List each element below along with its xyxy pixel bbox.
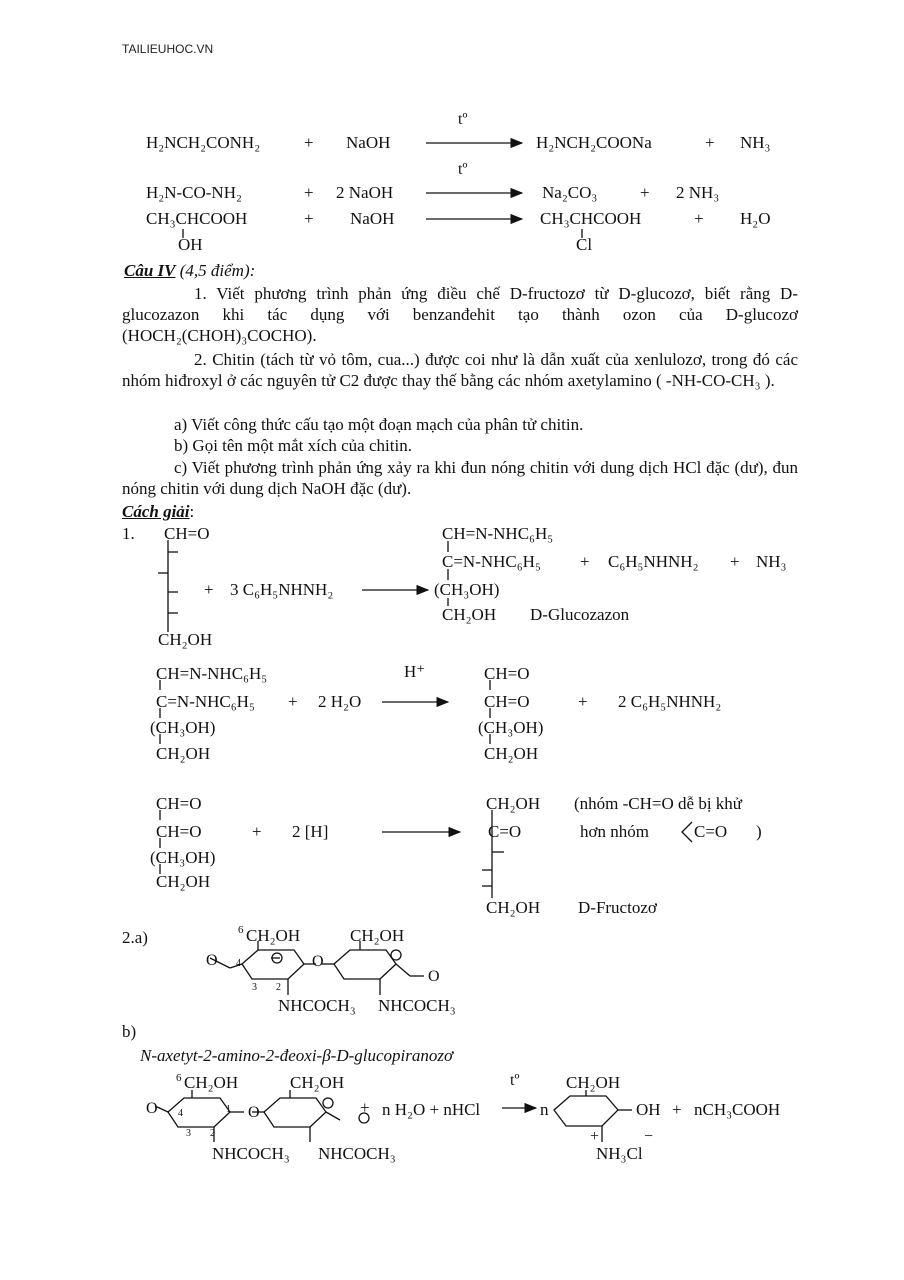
s1-reagent: 3 C₆H₅NHNH₂ xyxy=(230,580,334,599)
chitin-unit-name: N-axetyt-2-amino-2-đeoxi-β-D-glucopiranozơ xyxy=(140,1046,454,1065)
hyd-charge-plus: + xyxy=(590,1128,600,1145)
solution-num1: 1. xyxy=(122,524,135,543)
r3-reagent: NaOH xyxy=(350,209,395,228)
solution-num2b: b) xyxy=(122,1022,137,1041)
s2-plus: + xyxy=(288,692,298,711)
hyd-ch2oh-3: CH₂OH xyxy=(566,1073,621,1092)
solution-title: Cách giải xyxy=(122,502,190,521)
s2-p4: CH₂OH xyxy=(484,744,539,763)
s1-plus3: + xyxy=(730,552,740,571)
s1-byproduct2: NH₃ xyxy=(756,552,787,571)
s2-p2: CH=O xyxy=(484,692,530,711)
hyd-coef: n xyxy=(540,1100,549,1119)
chitin-ring-3 xyxy=(155,1090,244,1142)
s3-l1: CH=O xyxy=(156,794,202,813)
s2-reagent: 2 H₂O xyxy=(318,692,362,711)
s3-p-name: D-Fructozơ xyxy=(578,898,657,917)
s3-l4: CH₂OH xyxy=(156,872,211,891)
chitin-nh-2: NHCOCH₃ xyxy=(378,996,456,1015)
hyd-product2: nCH₃COOH xyxy=(694,1100,781,1119)
hyd-reagents: n H₂O + nHCl xyxy=(382,1100,481,1119)
r2-reagent: 2 NaOH xyxy=(336,183,394,202)
question-part1: 1. Viết phương trình phản ứng điều chế D-fructozơ từ D-glucozơ, biết rằng D-glucozazon khi tác dụng với benzanđehit tạo thành ozon của D-glucozơ (HOCH₂(CHOH)₃COCHO). xyxy=(122,284,798,345)
r1-reactant: H₂NCH₂CONH₂ xyxy=(146,133,261,152)
r3-product2: H₂O xyxy=(740,209,771,228)
hyd-nh3cl: NH₃Cl xyxy=(596,1144,643,1163)
question-heading xyxy=(124,261,255,281)
hyd-charge-minus: − xyxy=(644,1128,654,1145)
s3-l3: (CH₃OH) xyxy=(150,848,216,867)
r1-plus2: + xyxy=(705,133,715,152)
r1-reagent: NaOH xyxy=(346,133,391,152)
r1-product2: NH₃ xyxy=(740,133,771,152)
r1-condition: tº xyxy=(458,111,468,128)
hyd-n2: 2 xyxy=(210,1128,215,1139)
question-a: a) Viết công thức cấu tạo một đoạn mạch của phân tử chitin. xyxy=(174,415,584,434)
site-header: TAILIEUHOC.VN xyxy=(122,42,214,56)
s3-plus: + xyxy=(252,822,262,841)
hyd-ch2oh-1: CH₂OH xyxy=(184,1073,239,1092)
question-points: (4,5 điểm): xyxy=(179,261,256,280)
s3-note2: hơn nhóm xyxy=(580,822,649,841)
chitin-ring-1 xyxy=(210,941,316,995)
r2-plus2: + xyxy=(640,183,650,202)
r2-product2: 2 NH₃ xyxy=(676,183,720,202)
chitin-ch2oh-2: CH₂OH xyxy=(350,926,405,945)
s2-p3: (CH₃OH) xyxy=(478,718,544,737)
s1-byproduct1: C₆H₅NHNH₂ xyxy=(608,552,699,571)
s1-prod-2: C=N-NHC₆H₅ xyxy=(442,552,541,571)
chitin-n4: 4 xyxy=(236,958,241,969)
s2-l3: (CH₃OH) xyxy=(150,718,216,737)
s3-reagent: 2 [H] xyxy=(292,822,329,841)
s3-l2: CH=O xyxy=(156,822,202,841)
r2-condition: tº xyxy=(458,161,468,178)
hyd-plus2: + xyxy=(672,1100,682,1119)
s3-note1: (nhóm -CH=O dễ bị khử xyxy=(574,794,743,813)
hyd-condition: tº xyxy=(510,1072,520,1089)
r2-plus: + xyxy=(304,183,314,202)
chitin-c6: 6 xyxy=(238,924,244,936)
hyd-n4: 4 xyxy=(178,1108,183,1119)
r3-reactant-sub: OH xyxy=(178,235,203,254)
chitin-ch2oh-1: CH₂OH xyxy=(246,926,301,945)
chitin-n3: 3 xyxy=(252,982,257,993)
s1-prod-1: CH=N-NHC₆H₅ xyxy=(442,524,554,543)
question-c: c) Viết phương trình phản ứng xảy ra khi đun nóng chitin với dung dịch HCl đặc (dư), đun nóng chitin với dung dịch NaOH đặc (dư). xyxy=(122,458,798,498)
chitin-o-bridge: O xyxy=(312,953,324,970)
r3-plus2: + xyxy=(694,209,704,228)
r2-reactant: H₂N-CO-NH₂ xyxy=(146,183,242,202)
s2-l4: CH₂OH xyxy=(156,744,211,763)
hyd-plus: + xyxy=(360,1098,370,1117)
r3-product-sub: Cl xyxy=(576,235,593,254)
s3-p1: CH₂OH xyxy=(486,794,541,813)
chitin-ring-2 xyxy=(322,941,424,995)
s1-plus2: + xyxy=(580,552,590,571)
hyd-nh-1: NHCOCH₃ xyxy=(212,1144,290,1163)
hyd-n3: 3 xyxy=(186,1128,191,1139)
chitin-o-right: O xyxy=(428,968,440,985)
hyd-n1: 1 xyxy=(226,1104,231,1115)
s1-bottom: CH₂OH xyxy=(158,630,213,649)
s1-prod-4: CH₂OH xyxy=(442,605,497,624)
hyd-oh: OH xyxy=(636,1100,661,1119)
s1-top: CH=O xyxy=(164,524,210,543)
s3-note4: ) xyxy=(756,822,762,841)
r3-reactant: CH₃CHCOOH xyxy=(146,209,248,228)
s3-p-bottom: CH₂OH xyxy=(486,898,541,917)
question-title: Câu IV xyxy=(124,261,176,280)
s2-condition: H⁺ xyxy=(404,662,426,681)
s2-p1: CH=O xyxy=(484,664,530,683)
r1-plus: + xyxy=(304,133,314,152)
s3-p2: C=O xyxy=(488,822,522,841)
s2-l2: C=N-NHC₆H₅ xyxy=(156,692,255,711)
s1-plus: + xyxy=(204,580,214,599)
hyd-c6: 6 xyxy=(176,1072,182,1084)
question-part2: 2. Chitin (tách từ vỏ tôm, cua...) được coi như là dẫn xuất của xenlulozơ, trong đó các nhóm hiđroxyl ở các nguyên tử C2 được thay thế bằng các nhóm axetylamino ( -NH-CO-CH₃ ). xyxy=(122,350,798,390)
s3-note3: C=O xyxy=(694,822,728,841)
chitin-nh-1: NHCOCH₃ xyxy=(278,996,356,1015)
hyd-ch2oh-2: CH₂OH xyxy=(290,1073,345,1092)
s2-l1: CH=N-NHC₆H₅ xyxy=(156,664,268,683)
hyd-o-bridge: O xyxy=(248,1104,260,1121)
r1-product: H₂NCH₂COONa xyxy=(536,133,652,152)
r3-product: CH₃CHCOOH xyxy=(540,209,642,228)
question-b: b) Gọi tên một mắt xích của chitin. xyxy=(174,436,412,455)
s1-prod-3: (CH₃OH) xyxy=(434,580,500,599)
solution-heading xyxy=(122,502,194,522)
s2-byproduct: 2 C₆H₅NHNH₂ xyxy=(618,692,722,711)
solution-colon: : xyxy=(189,502,195,521)
hyd-nh-2: NHCOCH₃ xyxy=(318,1144,396,1163)
hyd-o-left: O xyxy=(146,1100,158,1117)
s1-prod-name: D-Glucozazon xyxy=(530,605,630,624)
chitin-n2: 2 xyxy=(276,982,281,993)
s2-plus2: + xyxy=(578,692,588,711)
solution-num2a: 2.a) xyxy=(122,928,148,947)
r2-product: Na₂CO₃ xyxy=(542,183,598,202)
chitin-o-left: O xyxy=(206,952,218,969)
r3-plus: + xyxy=(304,209,314,228)
